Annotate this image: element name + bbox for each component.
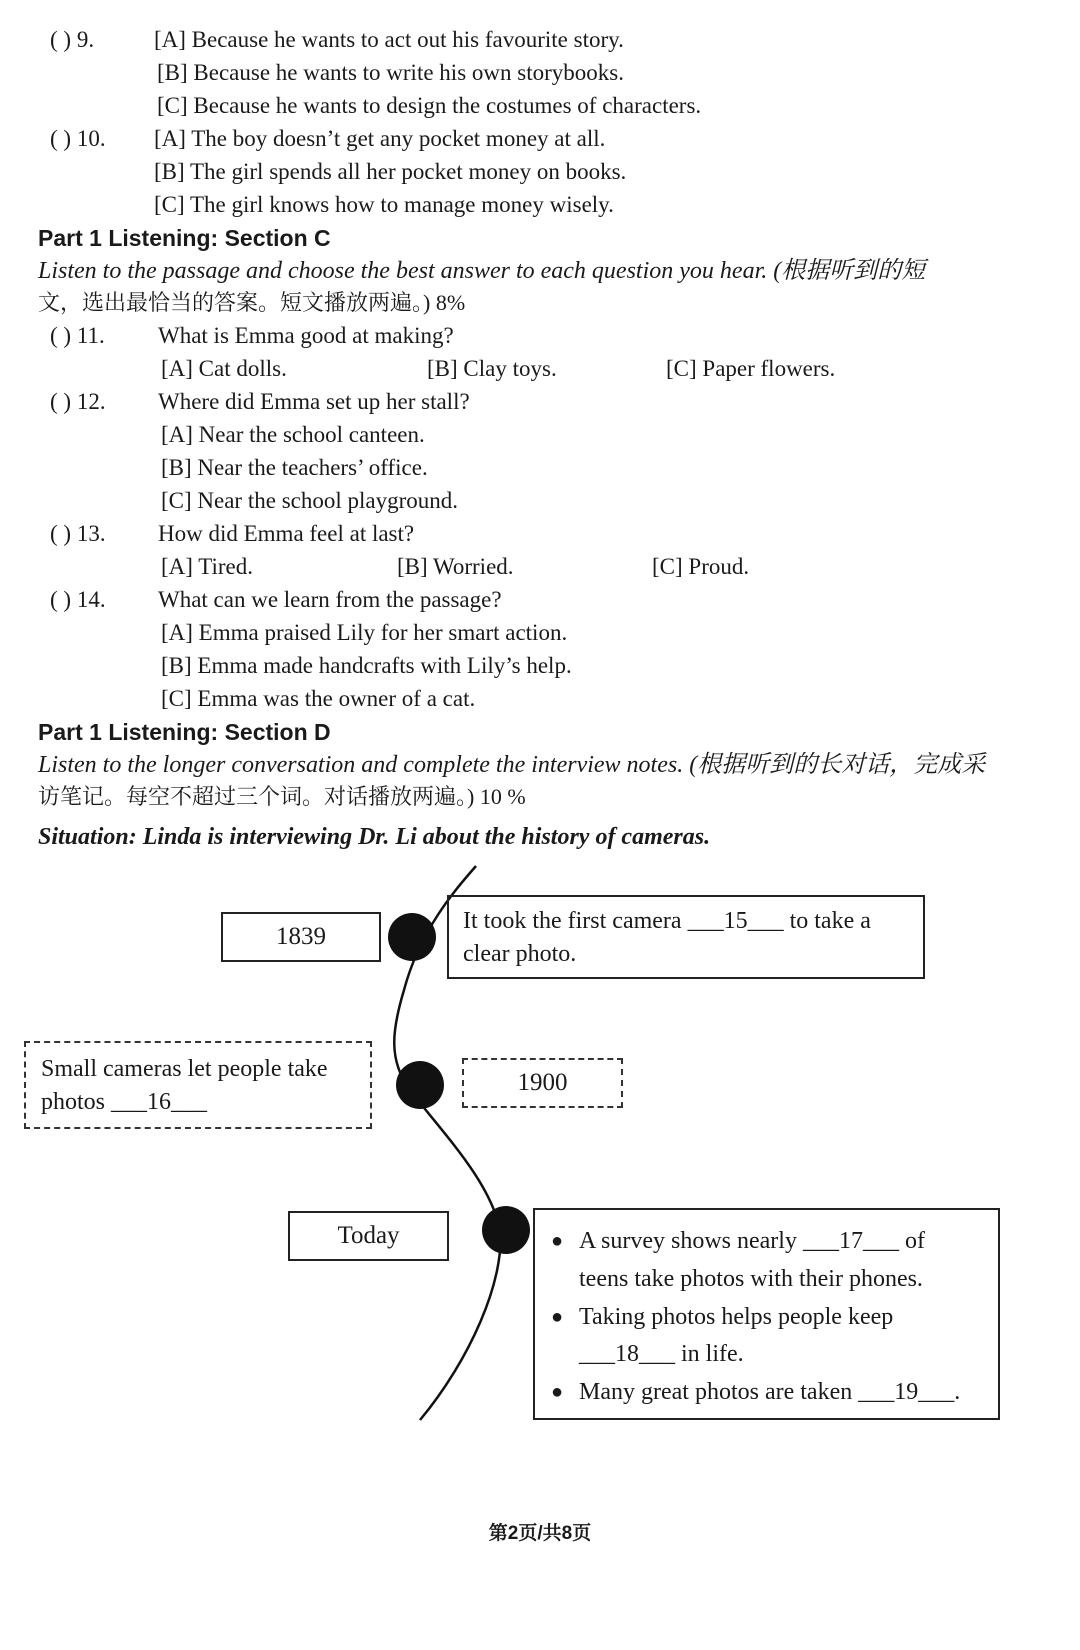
q13-number: ( ) 13. [50,521,106,546]
q14-option-a: [A] Emma praised Lily for her smart action. [161,620,568,645]
q11-option-b: [B] Clay toys. [427,356,557,381]
year-label-1839: 1839 [276,923,326,950]
section-c-heading: Part 1 Listening: Section C [38,225,331,251]
note-1839-line2: clear photo. [463,941,577,967]
bullet-dot-1: ● [551,1230,564,1252]
year-label-today: Today [337,1222,400,1249]
q11-option-a: [A] Cat dolls. [161,356,287,381]
q13-option-a: [A] Tired. [161,554,254,579]
note-box-1900 [24,1041,372,1129]
timeline-dot-1839 [388,913,436,961]
q10-option-c: [C] The girl knows how to manage money wisely. [154,192,614,217]
section-d-instruction-2: 访笔记。每空不超过三个词。对话播放两遍。) 10 % [38,784,526,809]
q12-option-c: [C] Near the school playground. [161,488,459,513]
q12-question: Where did Emma set up her stall? [158,389,470,414]
note-box-today [533,1208,1000,1420]
q13-question: How did Emma feel at last? [158,521,415,546]
note-1900-line2: photos ___16___ [41,1089,208,1115]
year-box-1900 [462,1058,623,1108]
q10-option-a: [A] The boy doesn’t get any pocket money at all. [154,126,606,151]
q10-option-b: [B] The girl spends all her pocket money on books. [154,159,627,184]
q14-number: ( ) 14. [50,587,106,612]
timeline-dot-1900 [396,1061,444,1109]
q11-question: What is Emma good at making? [158,323,454,348]
q13-option-b: [B] Worried. [397,554,514,579]
situation-text: Situation: Linda is interviewing Dr. Li about the history of cameras. [38,824,711,850]
q14-option-c: [C] Emma was the owner of a cat. [161,686,476,711]
q12-option-b: [B] Near the teachers’ office. [161,455,428,480]
today-bullet2-line1: Taking photos helps people keep [579,1304,894,1330]
section-d-heading: Part 1 Listening: Section D [38,719,331,745]
year-label-1900: 1900 [517,1069,568,1096]
q9-option-a: [A] Because he wants to act out his favourite story. [154,27,624,52]
note-1900-line1: Small cameras let people take [41,1056,328,1082]
q9-option-c: [C] Because he wants to design the costumes of characters. [157,93,702,118]
note-box-1839 [447,895,925,979]
q10-number: ( ) 10. [50,126,106,151]
today-bullet1-line2: teens take photos with their phones. [579,1266,923,1292]
section-c-instruction-2: 文，选出最恰当的答案。短文播放两遍。) 8% [38,290,466,315]
q14-question: What can we learn from the passage? [158,587,502,612]
note-1839-line1: It took the first camera ___15___ to take a [463,908,871,934]
year-box-today [288,1211,449,1261]
today-bullet2-line2: ___18___ in life. [579,1341,744,1367]
q12-number: ( ) 12. [50,389,106,414]
q9-option-b: [B] Because he wants to write his own storybooks. [157,60,624,85]
today-bullet3: Many great photos are taken ___19___. [579,1379,961,1405]
q14-option-b: [B] Emma made handcrafts with Lily’s help. [161,653,572,678]
today-bullet1-line1: A survey shows nearly ___17___ of [579,1228,925,1254]
q12-option-a: [A] Near the school canteen. [161,422,425,447]
bullet-dot-2: ● [551,1306,564,1328]
page-number: 第2页/共8页 [488,1523,592,1544]
section-c-instruction-1: Listen to the passage and choose the best answer to each question you hear. (根据听到的短 [38,258,926,284]
year-box-1839 [221,912,381,962]
q13-option-c: [C] Proud. [652,554,750,579]
q11-option-c: [C] Paper flowers. [666,356,836,381]
section-d-instruction-1: Listen to the longer conversation and complete the interview notes. (根据听到的长对话，完成采 [38,752,986,778]
bullet-dot-3: ● [551,1381,564,1403]
q11-number: ( ) 11. [50,323,105,348]
q9-number: ( ) 9. [50,27,95,52]
timeline-dot-today [482,1206,530,1254]
